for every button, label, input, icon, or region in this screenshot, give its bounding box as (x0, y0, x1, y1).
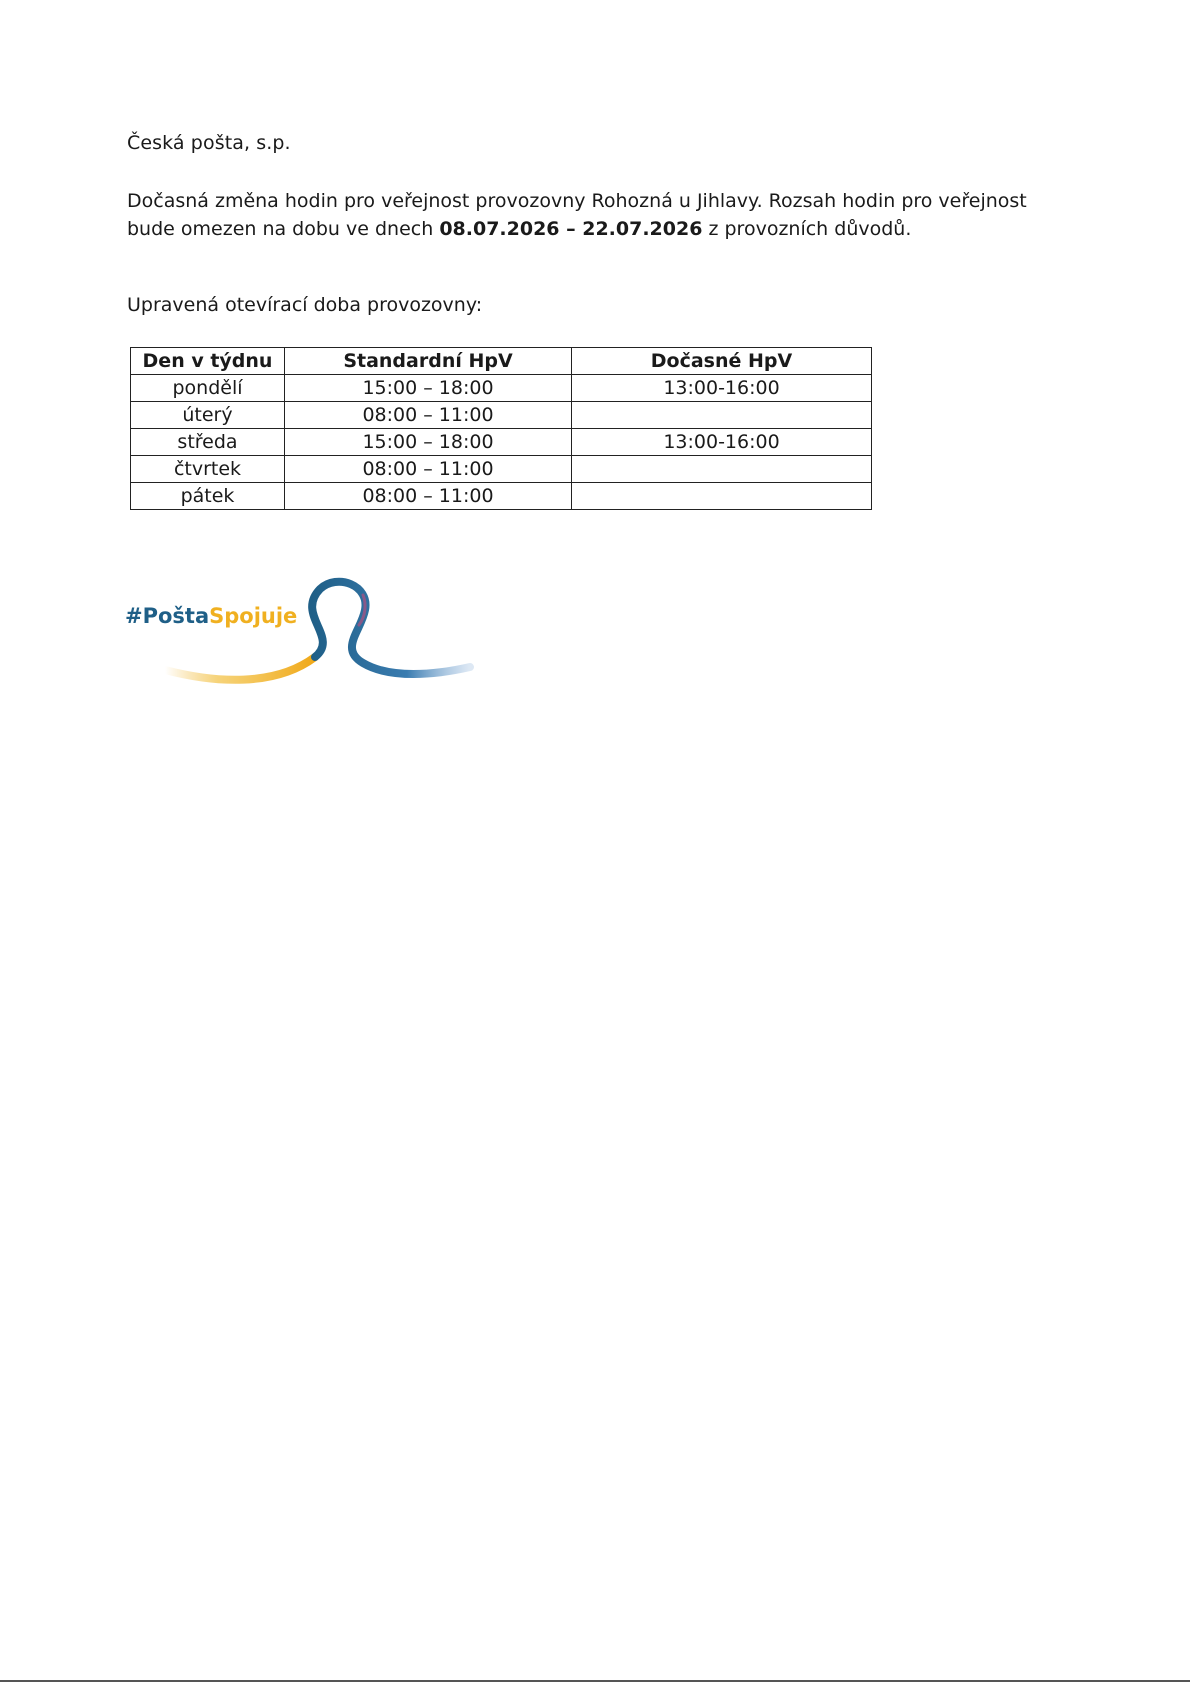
organization-name: Česká pošta, s.p. (127, 132, 291, 154)
notice-date-range: 08.07.2026 – 22.07.2026 (439, 218, 703, 240)
cell-standard-hours: 08:00 – 11:00 (285, 483, 572, 510)
header-standard-hours: Standardní HpV (285, 348, 572, 375)
notice-text-end: z provozních důvodů. (702, 218, 912, 240)
table-row (131, 456, 872, 483)
header-temporary-hours: Dočasné HpV (572, 348, 872, 375)
cell-day: středa (131, 429, 285, 456)
cell-temporary-hours: 13:00-16:00 (572, 429, 872, 456)
cell-day: pondělí (131, 375, 285, 402)
table-header-row (131, 348, 872, 375)
logo-text (125, 604, 297, 628)
ribbon-icon (125, 575, 505, 695)
table-row (131, 402, 872, 429)
cell-standard-hours: 15:00 – 18:00 (285, 429, 572, 456)
cell-temporary-hours (572, 456, 872, 483)
cell-standard-hours: 15:00 – 18:00 (285, 375, 572, 402)
notice-text: Dočasná změna hodin pro veřejnost provozovny Rohozná u Jihlavy. Rozsah hodin pro veřejnost bude omezen na dobu ve dnech (127, 190, 1027, 240)
cell-day: čtvrtek (131, 456, 285, 483)
cell-standard-hours: 08:00 – 11:00 (285, 456, 572, 483)
table-row (131, 483, 872, 510)
bottom-divider (0, 1680, 1190, 1682)
notice-paragraph (127, 187, 1047, 243)
posta-spojuje-logo (125, 575, 505, 695)
opening-hours-table (130, 347, 872, 510)
cell-standard-hours: 08:00 – 11:00 (285, 402, 572, 429)
header-day: Den v týdnu (131, 348, 285, 375)
logo-text-spojuje: Spojuje (209, 604, 298, 628)
logo-text-posta: #Pošta (125, 604, 210, 628)
hours-heading: Upravená otevírací doba provozovny: (127, 294, 483, 316)
cell-day: úterý (131, 402, 285, 429)
table-row (131, 375, 872, 402)
cell-temporary-hours (572, 402, 872, 429)
cell-day: pátek (131, 483, 285, 510)
table-row (131, 429, 872, 456)
cell-temporary-hours: 13:00-16:00 (572, 375, 872, 402)
cell-temporary-hours (572, 483, 872, 510)
